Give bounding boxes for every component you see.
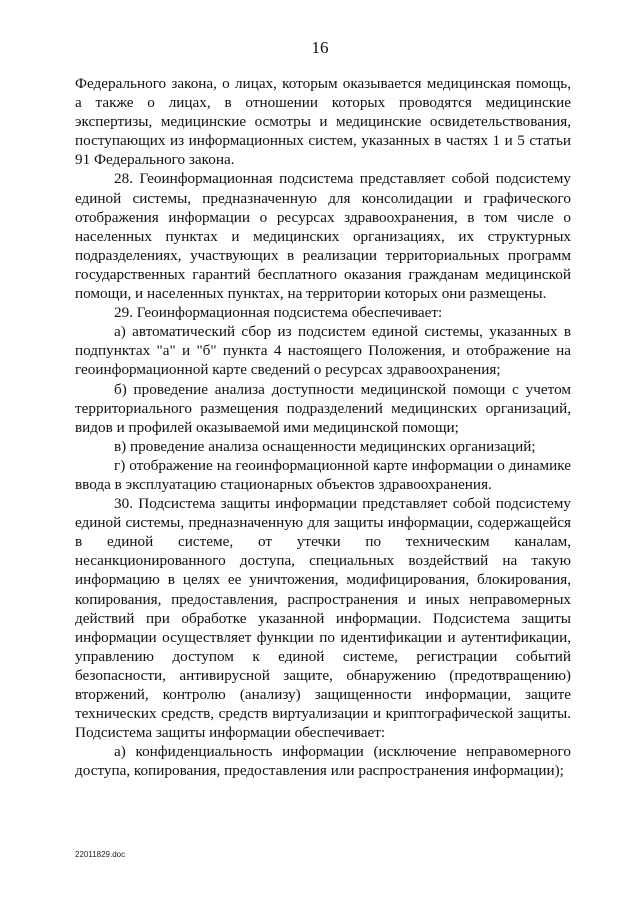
- paragraph-subitem-29a: а) автоматический сбор из подсистем единой системы, указанных в подпунктах "а" и "б" пункта 4 настоящего Положения, и отображение на геоинформационной карте сведений о ресурсах здравоохранения;: [75, 323, 571, 379]
- paragraph-subitem-29b: б) проведение анализа доступности медицинской помощи с учетом территориального размещения подразделений медицинских организаций, видов и профилей оказываемой ими медицинской помощи;: [75, 380, 571, 436]
- paragraph-item-28: 28. Геоинформационная подсистема представляет собой подсистему единой системы, предназначенную для консолидации и графического отображения информации о ресурсах здравоохранения, в том числе о населенных пунктах и медицинских организациях, их структурных подразделениях, участвующих в реализации территориальных программ государственных гарантий бесплатного оказания гражданам медицинской помощи, и населенных пунктах, на территории которых они размещены.: [75, 170, 571, 303]
- paragraph-subitem-29c: в) проведение анализа оснащенности медицинских организаций;: [114, 437, 536, 455]
- paragraph-subitem-29d: г) отображение на геоинформационной карте информации о динамике ввода в эксплуатацию стационарных объектов здравоохранения.: [75, 456, 571, 493]
- document-file-code: 22011829.doc: [75, 850, 126, 859]
- page-number: 16: [311, 38, 329, 57]
- paragraph-continuation: Федерального закона, о лицах, которым оказывается медицинская помощь, а также о лицах, в отношении которых проводятся медицинские экспертизы, медицинские осмотры и медицинские освидетельствования, поступающих из информационных систем, указанных в частях 1 и 5 статьи 91 Федерального закона.: [75, 75, 571, 169]
- paragraph-item-30: 30. Подсистема защиты информации представляет собой подсистему единой системы, предназначенную для защиты информации, содержащейся в единой системе, от утечки по техническим каналам, несанкционированного доступа, специальных воздействий на такую информацию в целях ее уничтожения, модифицирования, блокирования, копирования, предоставления, распространения и иных неправомерных действий при обработке указанной информации. Подсистема защиты информации осуществляет функции по идентификации и аутентификации, управлению доступом к единой системе, регистрации событий безопасности, антивирусной защите, обнаружению (предотвращению) вторжений, контролю (анализу) защищенности информации, защите технических средств, средств виртуализации и криптографической защиты. Подсистема защиты информации обеспечивает:: [75, 495, 571, 742]
- document-body: [75, 74, 571, 780]
- paragraph-item-29: 29. Геоинформационная подсистема обеспечивает:: [114, 304, 443, 322]
- paragraph-subitem-30a: а) конфиденциальность информации (исключение неправомерного доступа, копирования, предоставления или распространения информации);: [75, 743, 571, 780]
